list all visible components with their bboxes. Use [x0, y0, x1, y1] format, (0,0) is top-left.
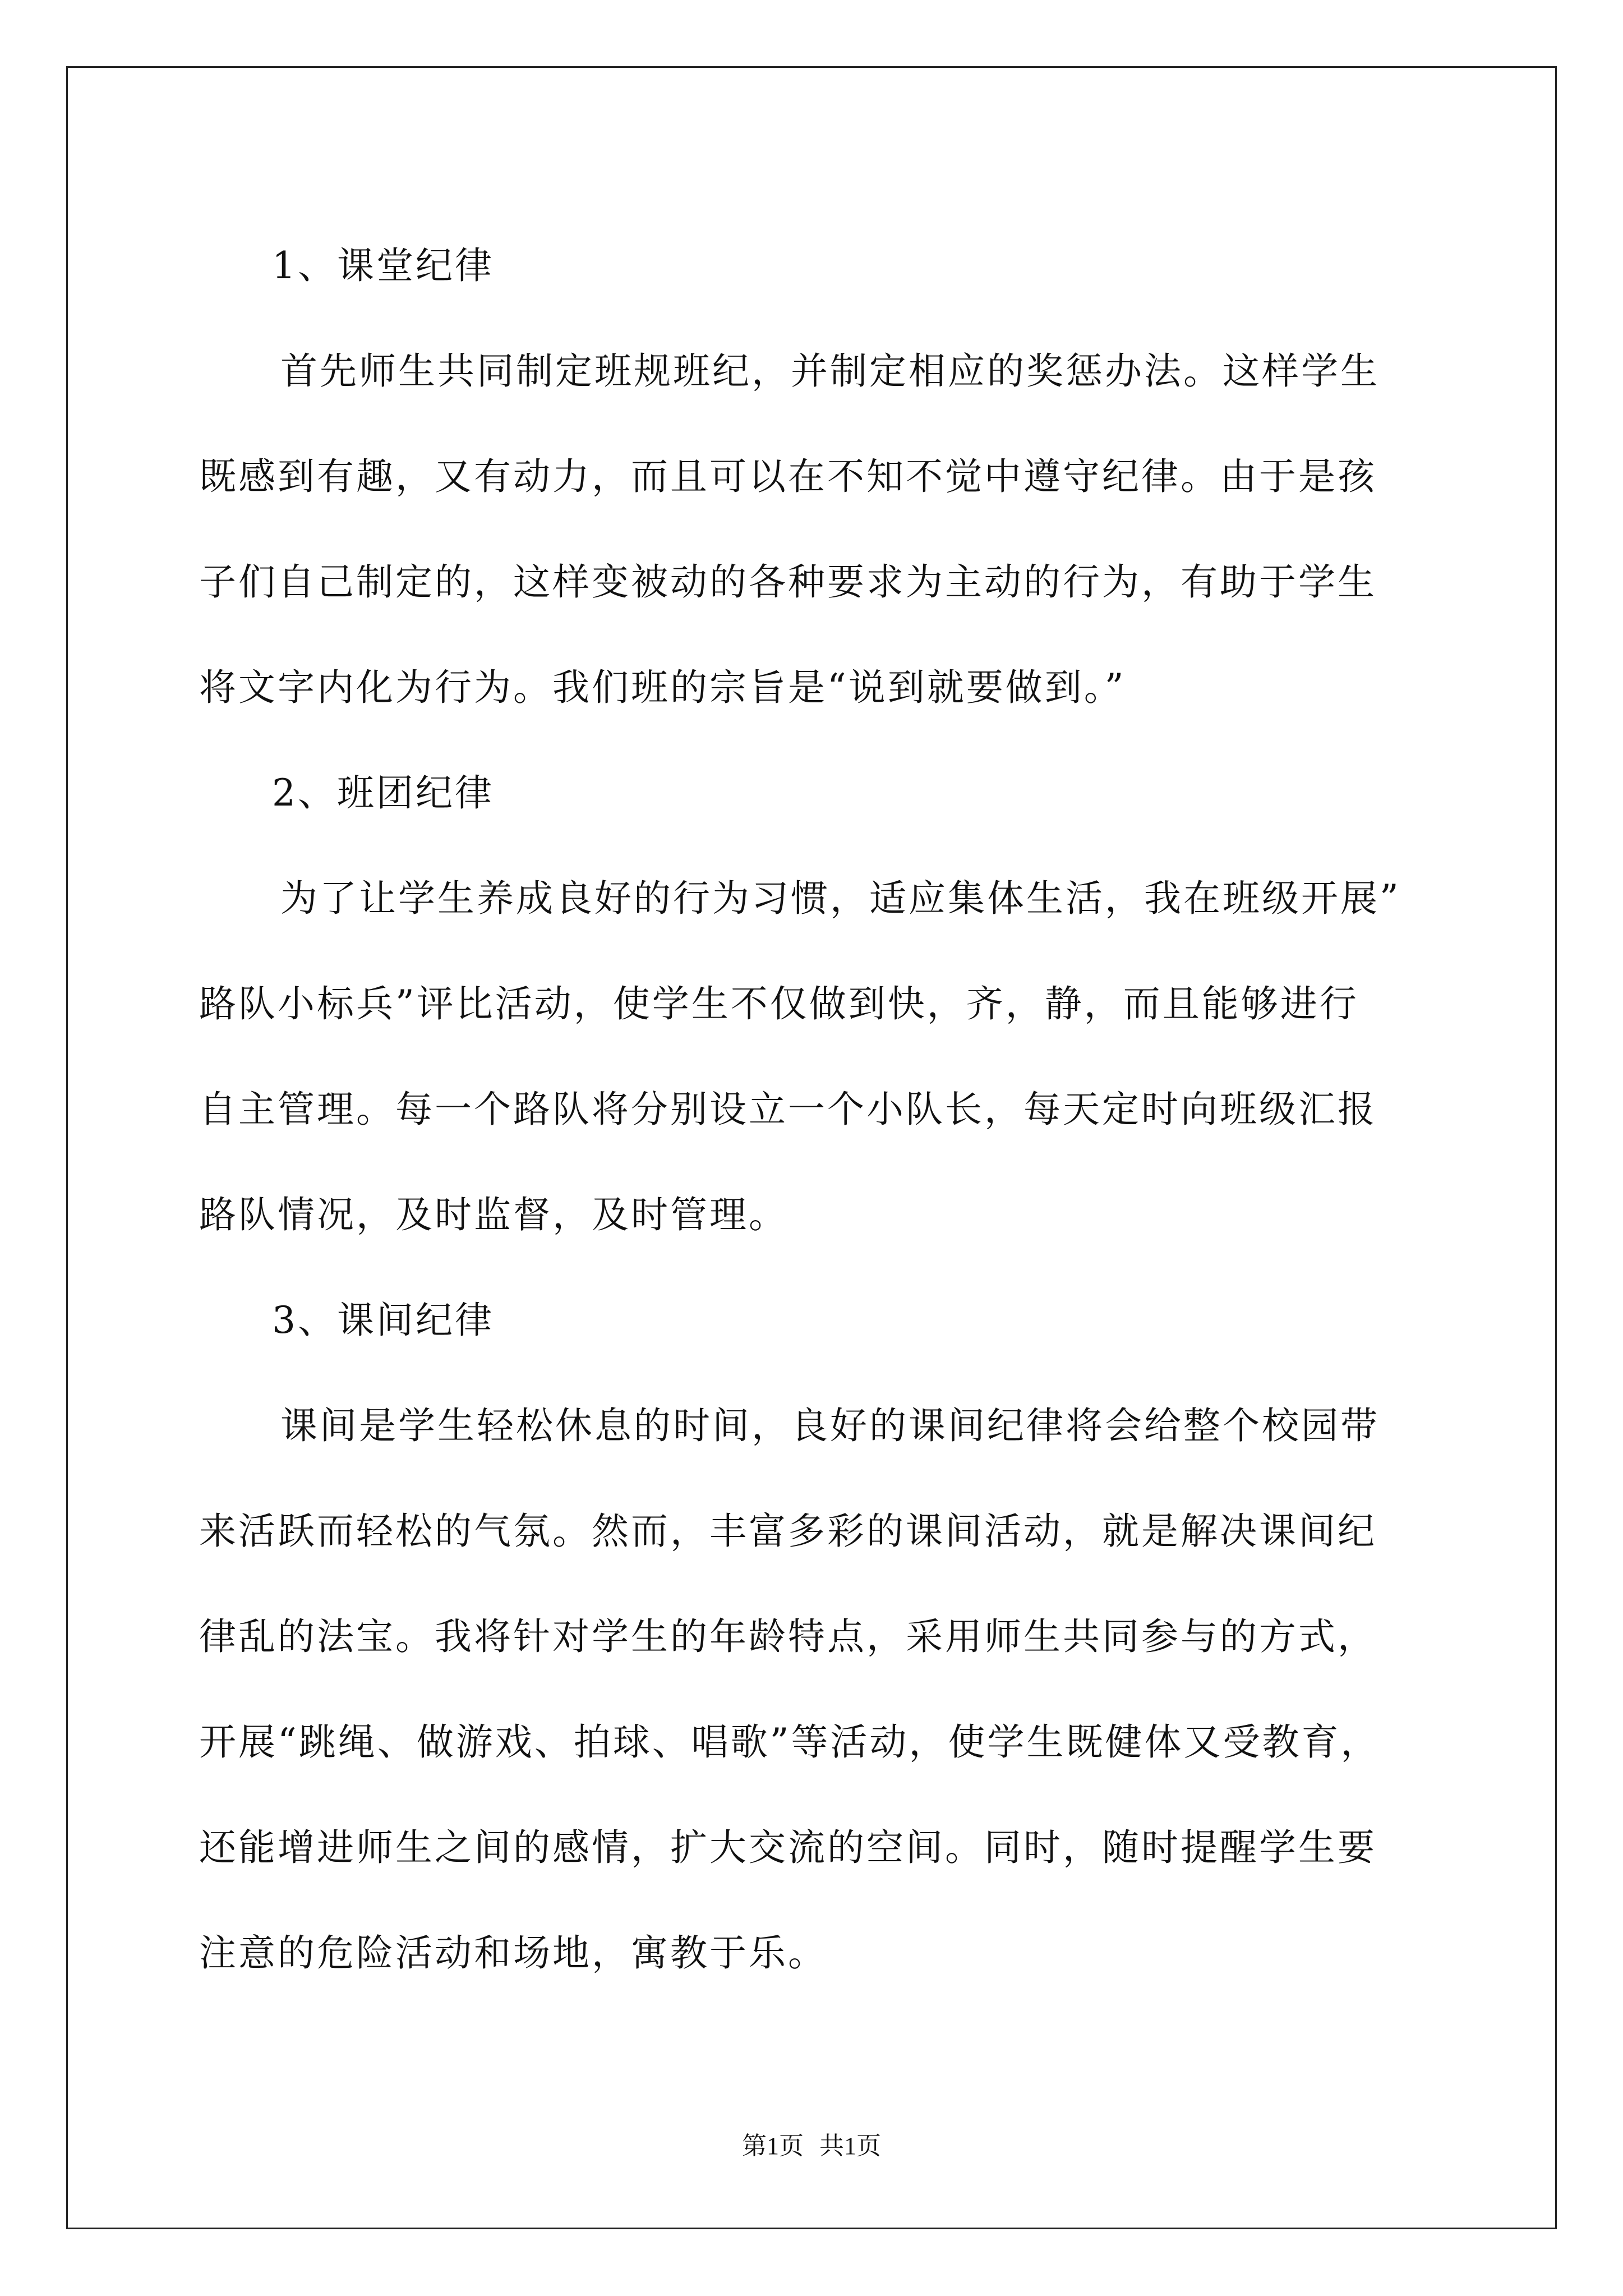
paragraph-line: 路队情况，及时监督，及时管理。 [199, 1193, 788, 1236]
paragraph-line: 为了让学生养成良好的行为习惯，适应集体生活，我在班级开展” [280, 877, 1401, 920]
paragraph-line: 还能增进师生之间的感情，扩大交流的空间。同时，随时提醒学生要 [199, 1826, 1377, 1869]
paragraph-line: 子们自己制定的，这样变被动的各种要求为主动的行为，有助于学生 [199, 560, 1377, 604]
page-footer [0, 2129, 1623, 2163]
paragraph-line: 路队小标兵”评比活动，使学生不仅做到快，齐，静，而且能够进行 [199, 982, 1359, 1025]
paragraph-line: 课间是学生轻松休息的时间，良好的课间纪律将会给整个校园带 [280, 1404, 1380, 1447]
paragraph-line: 来活跃而轻松的气氛。然而，丰富多彩的课间活动，就是解决课间纪 [199, 1510, 1377, 1553]
paragraph-line: 开展“跳绳、做游戏、拍球、唱歌”等活动，使学生既健体又受教育， [199, 1720, 1380, 1764]
paragraph-line: 首先师生共同制定班规班纪，并制定相应的奖惩办法。这样学生 [280, 349, 1380, 393]
paragraph-line: 既感到有趣，又有动力，而且可以在不知不觉中遵守纪律。由于是孩 [199, 455, 1377, 498]
section-heading: 1、课堂纪律 [272, 244, 494, 287]
section-heading: 2、班团纪律 [272, 771, 494, 815]
paragraph-line: 律乱的法宝。我将针对学生的年龄特点，采用师生共同参与的方式， [199, 1615, 1377, 1658]
section-heading: 3、课间纪律 [272, 1299, 494, 1342]
paragraph-line: 将文字内化为行为。我们班的宗旨是“说到就要做到。” [199, 666, 1126, 709]
paragraph-line: 注意的危险活动和场地，寓教于乐。 [199, 1931, 827, 1975]
document-body [199, 213, 1430, 2006]
paragraph-line: 自主管理。每一个路队将分别设立一个小队长，每天定时向班级汇报 [199, 1088, 1377, 1131]
page-number-total: 共1页 [819, 2132, 881, 2160]
page-number-current: 第1页 [742, 2132, 804, 2160]
